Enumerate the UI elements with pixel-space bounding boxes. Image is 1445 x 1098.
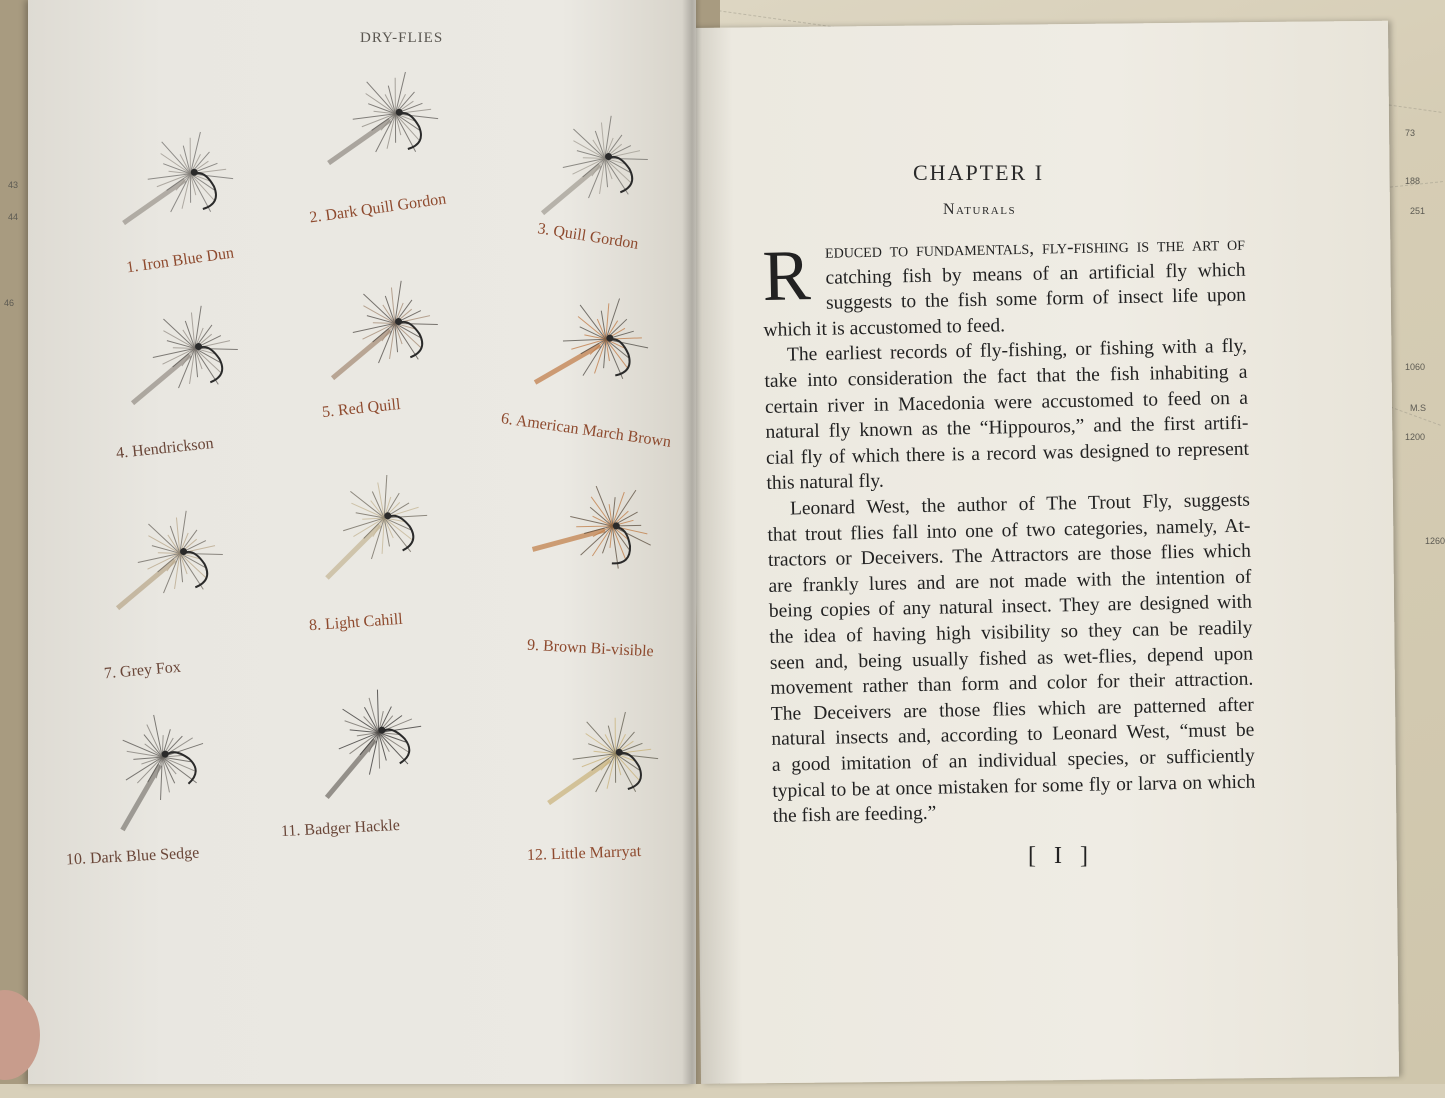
- text-line: this natural fly.: [766, 470, 885, 494]
- map-label: 188: [1405, 176, 1421, 186]
- text-line: being copies of any natural insect. They are designed with: [768, 591, 1253, 622]
- text-line: cial fly of which there is a record was designed to represent: [765, 438, 1250, 469]
- plate-label: 8. Light Cahill: [308, 610, 404, 635]
- text-line: the idea of having high visibility so they can be readily: [769, 617, 1253, 648]
- text-line: tractors or Deceivers. The Attractors are those flies which: [767, 540, 1252, 571]
- text-line: educed to fundamentals, fly-fishing is the art of: [824, 233, 1246, 263]
- page-number: [ I ]: [1028, 843, 1094, 869]
- text-line: certain river in Macedonia were accustomed to feed on a: [764, 387, 1249, 418]
- plate-label: 4. Hendrickson: [115, 434, 215, 463]
- text-line: The Deceivers are those flies which are patterned after: [770, 694, 1255, 725]
- map-label: 1200: [1405, 432, 1426, 442]
- map-label: 43: [8, 180, 19, 190]
- section-title: Naturals: [943, 201, 1017, 218]
- plate-label: 2. Dark Quill Gordon: [308, 190, 448, 227]
- plate-label: 1. Iron Blue Dun: [125, 244, 236, 277]
- text-line: natural fly known as the “Hippouros,” and the first artifi-: [765, 412, 1249, 443]
- text-line: The earliest records of fly-fishing, or fishing with a fly,: [786, 335, 1248, 366]
- text-line: take into consideration the fact that the fish inhabiting a: [764, 361, 1248, 392]
- map-label: 46: [4, 298, 15, 308]
- plate-label: 9. Brown Bi-visible: [526, 636, 655, 661]
- map-label: 73: [1405, 128, 1416, 138]
- text-line: are frankly lures and are not made with the intention of: [768, 566, 1252, 597]
- text-line: a good imitation of an individual species, or sufficiently: [771, 745, 1256, 776]
- text-line: which it is accustomed to feed.: [763, 315, 1006, 341]
- text-line: natural insects and, according to Leonard West, “must be: [771, 719, 1255, 750]
- text-line: typical to be at once mistaken for some fly or larva on which: [772, 771, 1256, 802]
- map-label: 1060: [1405, 362, 1426, 372]
- map-label: M.S: [1410, 403, 1427, 413]
- text-line: suggests to the fish some form of insect life upon: [825, 284, 1247, 314]
- text-line: Leonard West, the author of The Trout Fly, suggests: [789, 489, 1251, 520]
- text-line: catching fish by means of an artificial fly which: [825, 259, 1246, 289]
- map-label: 44: [8, 212, 19, 222]
- plate-label: 3. Quill Gordon: [536, 220, 640, 253]
- chapter-title: CHAPTER I: [913, 160, 1045, 185]
- plate-label: 6. American March Brown: [499, 410, 673, 451]
- plate-label: 7. Grey Fox: [103, 658, 182, 683]
- page-header: DRY-FLIES: [360, 30, 444, 46]
- text-line: the fish are feeding.”: [772, 802, 937, 827]
- text-line: movement rather than form and color for their attraction.: [770, 668, 1254, 699]
- plate-label: 10. Dark Blue Sedge: [65, 844, 200, 869]
- map-label: 251: [1410, 206, 1426, 216]
- text-line: seen and, being usually fished as wet-flies, depend upon: [769, 643, 1254, 674]
- plate-label: 5. Red Quill: [321, 395, 402, 422]
- text-line: that trout flies fall into one of two categories, namely, At-: [767, 515, 1251, 546]
- map-label: 1260: [1425, 536, 1445, 546]
- plate-label: 12. Little Marryat: [526, 843, 642, 864]
- plate-label: 11. Badger Hackle: [280, 816, 401, 841]
- drop-cap: R: [761, 235, 812, 316]
